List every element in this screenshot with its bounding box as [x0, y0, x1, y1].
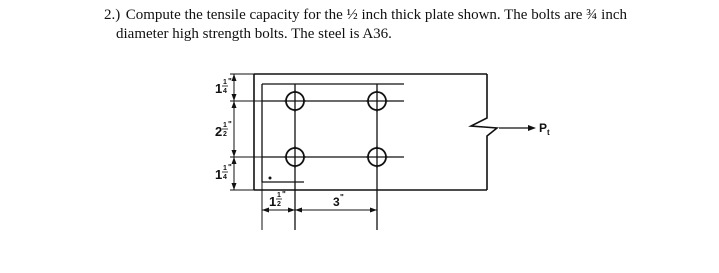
vertical-dim-1	[215, 77, 232, 96]
dim-numerator: 1	[223, 79, 227, 86]
vertical-dim-3	[215, 163, 232, 182]
arrowhead-icon	[295, 208, 302, 213]
problem-text-line1: Compute the tensile capacity for the ½ inch thick plate shown. The bolts are ¾ inch	[125, 7, 628, 23]
arrowhead-icon	[232, 101, 237, 108]
plate-break-line	[471, 74, 497, 190]
arrowhead-icon	[232, 183, 237, 190]
load-label: P	[539, 121, 548, 135]
vertical-dim-2	[215, 120, 232, 139]
dim-unit: "	[228, 77, 232, 86]
load-subscript: t	[547, 128, 550, 137]
dim-whole: 3	[333, 195, 340, 209]
arrowhead-icon	[232, 74, 237, 81]
arrowhead-icon	[232, 94, 237, 101]
dim-unit: "	[340, 193, 344, 202]
problem-text-line2: diameter high strength bolts. The steel is A36.	[116, 26, 392, 42]
dim-denominator: 2	[223, 131, 227, 138]
dim-whole: 1	[269, 194, 277, 209]
dim-unit: "	[282, 190, 286, 199]
arrowhead-icon	[288, 208, 295, 213]
dim-denominator: 4	[223, 174, 227, 181]
arrowhead-icon	[370, 208, 377, 213]
arrowhead-icon	[232, 157, 237, 164]
dim-whole: 1	[215, 167, 223, 182]
dim-whole: 2	[215, 124, 223, 139]
arrowhead-icon	[262, 208, 269, 213]
reference-dot	[269, 177, 272, 180]
dim-unit: "	[228, 120, 232, 129]
dim-denominator: 4	[223, 88, 227, 95]
horizontal-dim-1	[269, 190, 286, 209]
dim-numerator: 1	[223, 165, 227, 172]
dim-numerator: 1	[277, 192, 281, 199]
arrowhead-icon	[232, 150, 237, 157]
horizontal-dim-2	[333, 193, 344, 209]
problem-number: 2.)	[104, 7, 121, 23]
arrow-right-icon	[528, 125, 536, 131]
dim-unit: "	[228, 163, 232, 172]
dim-whole: 1	[215, 81, 223, 96]
dim-numerator: 1	[223, 122, 227, 129]
dim-denominator: 2	[277, 201, 281, 208]
